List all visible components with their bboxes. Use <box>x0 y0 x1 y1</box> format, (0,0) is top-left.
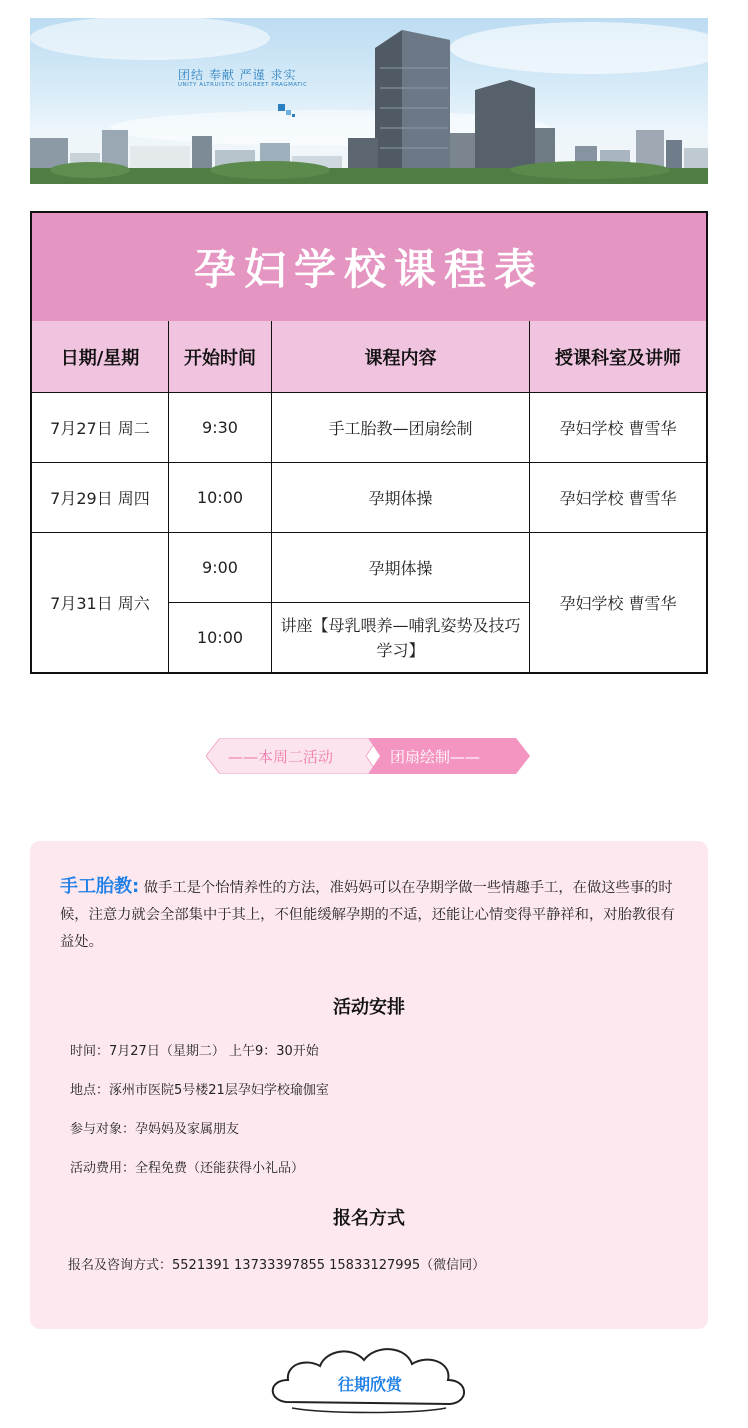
row1-teacher: 孕妇学校 曹雪华 <box>530 393 706 463</box>
banner-slogan-english: UNITY ALTRUISTIC DISCREET PRAGMATIC <box>178 82 308 88</box>
row2-teacher: 孕妇学校 曹雪华 <box>530 463 706 533</box>
schedule-title-bar <box>32 213 706 322</box>
row1-date: 7月27日 周二 <box>32 393 169 463</box>
banner-slogan: 团结 奉献 严谨 求实 <box>178 68 297 82</box>
row2-content: 孕期体操 <box>272 463 530 533</box>
header-content: 课程内容 <box>272 321 530 393</box>
signup-contact: 报名及咨询方式：5521391 13733397855 15833127995（微信同） <box>68 1258 486 1273</box>
row3-date: 7月31日 周六 <box>32 533 169 672</box>
activity-audience: 参与对象：孕妈妈及家属朋友 <box>70 1122 240 1137</box>
arrangement-title: 活动安排 <box>333 997 405 1018</box>
activity-info-box <box>30 841 708 1329</box>
row3-teacher: 孕妇学校 曹雪华 <box>559 594 677 613</box>
activity-place: 地点：涿州市医院5号楼21层孕妇学校瑜伽室 <box>70 1083 329 1098</box>
intro-text: 做手工是个怡情养性的方法，准妈妈可以在孕期学做一些情趣手工，在做这些事的时候，注意力就会全部集中于其上，不但能缓解孕期的不适，还能让心情变得平静祥和，对胎教很有益处。 <box>60 880 675 950</box>
intro-lead: 手工胎教: <box>60 876 140 897</box>
signup-title: 报名方式 <box>333 1208 405 1229</box>
row1-time: 9:30 <box>169 393 272 463</box>
header-start-time: 开始时间 <box>169 321 272 393</box>
row2-time: 10:00 <box>169 463 272 533</box>
intro-paragraph <box>60 873 682 956</box>
past-highlights-label[interactable]: 往期欣赏 <box>337 1375 402 1394</box>
row3-content: 孕期体操 <box>272 533 530 603</box>
ribbon-left-text: ——本周二活动 <box>228 748 334 766</box>
row1-content: 手工胎教—团扇绘制 <box>272 393 530 463</box>
row3-time-2: 10:00 <box>169 603 272 672</box>
row3-time: 9:00 <box>169 533 272 603</box>
header-date: 日期/星期 <box>32 321 169 393</box>
ribbon-right-text: 团扇绘制—— <box>390 748 481 766</box>
schedule-title: 孕妇学校课程表 <box>193 245 544 294</box>
header-teacher: 授课科室及讲师 <box>530 321 706 393</box>
activity-fee: 活动费用：全程免费（还能获得小礼品） <box>70 1161 305 1176</box>
activity-time: 时间：7月27日（星期二） 上午9：30开始 <box>70 1044 319 1059</box>
course-schedule-table <box>30 211 708 674</box>
city-skyline-image <box>30 18 708 184</box>
row3-content-2: 讲座【母乳喂养—哺乳姿势及技巧学习】 <box>272 603 530 672</box>
hero-banner <box>30 18 708 184</box>
row2-date: 7月29日 周四 <box>32 463 169 533</box>
